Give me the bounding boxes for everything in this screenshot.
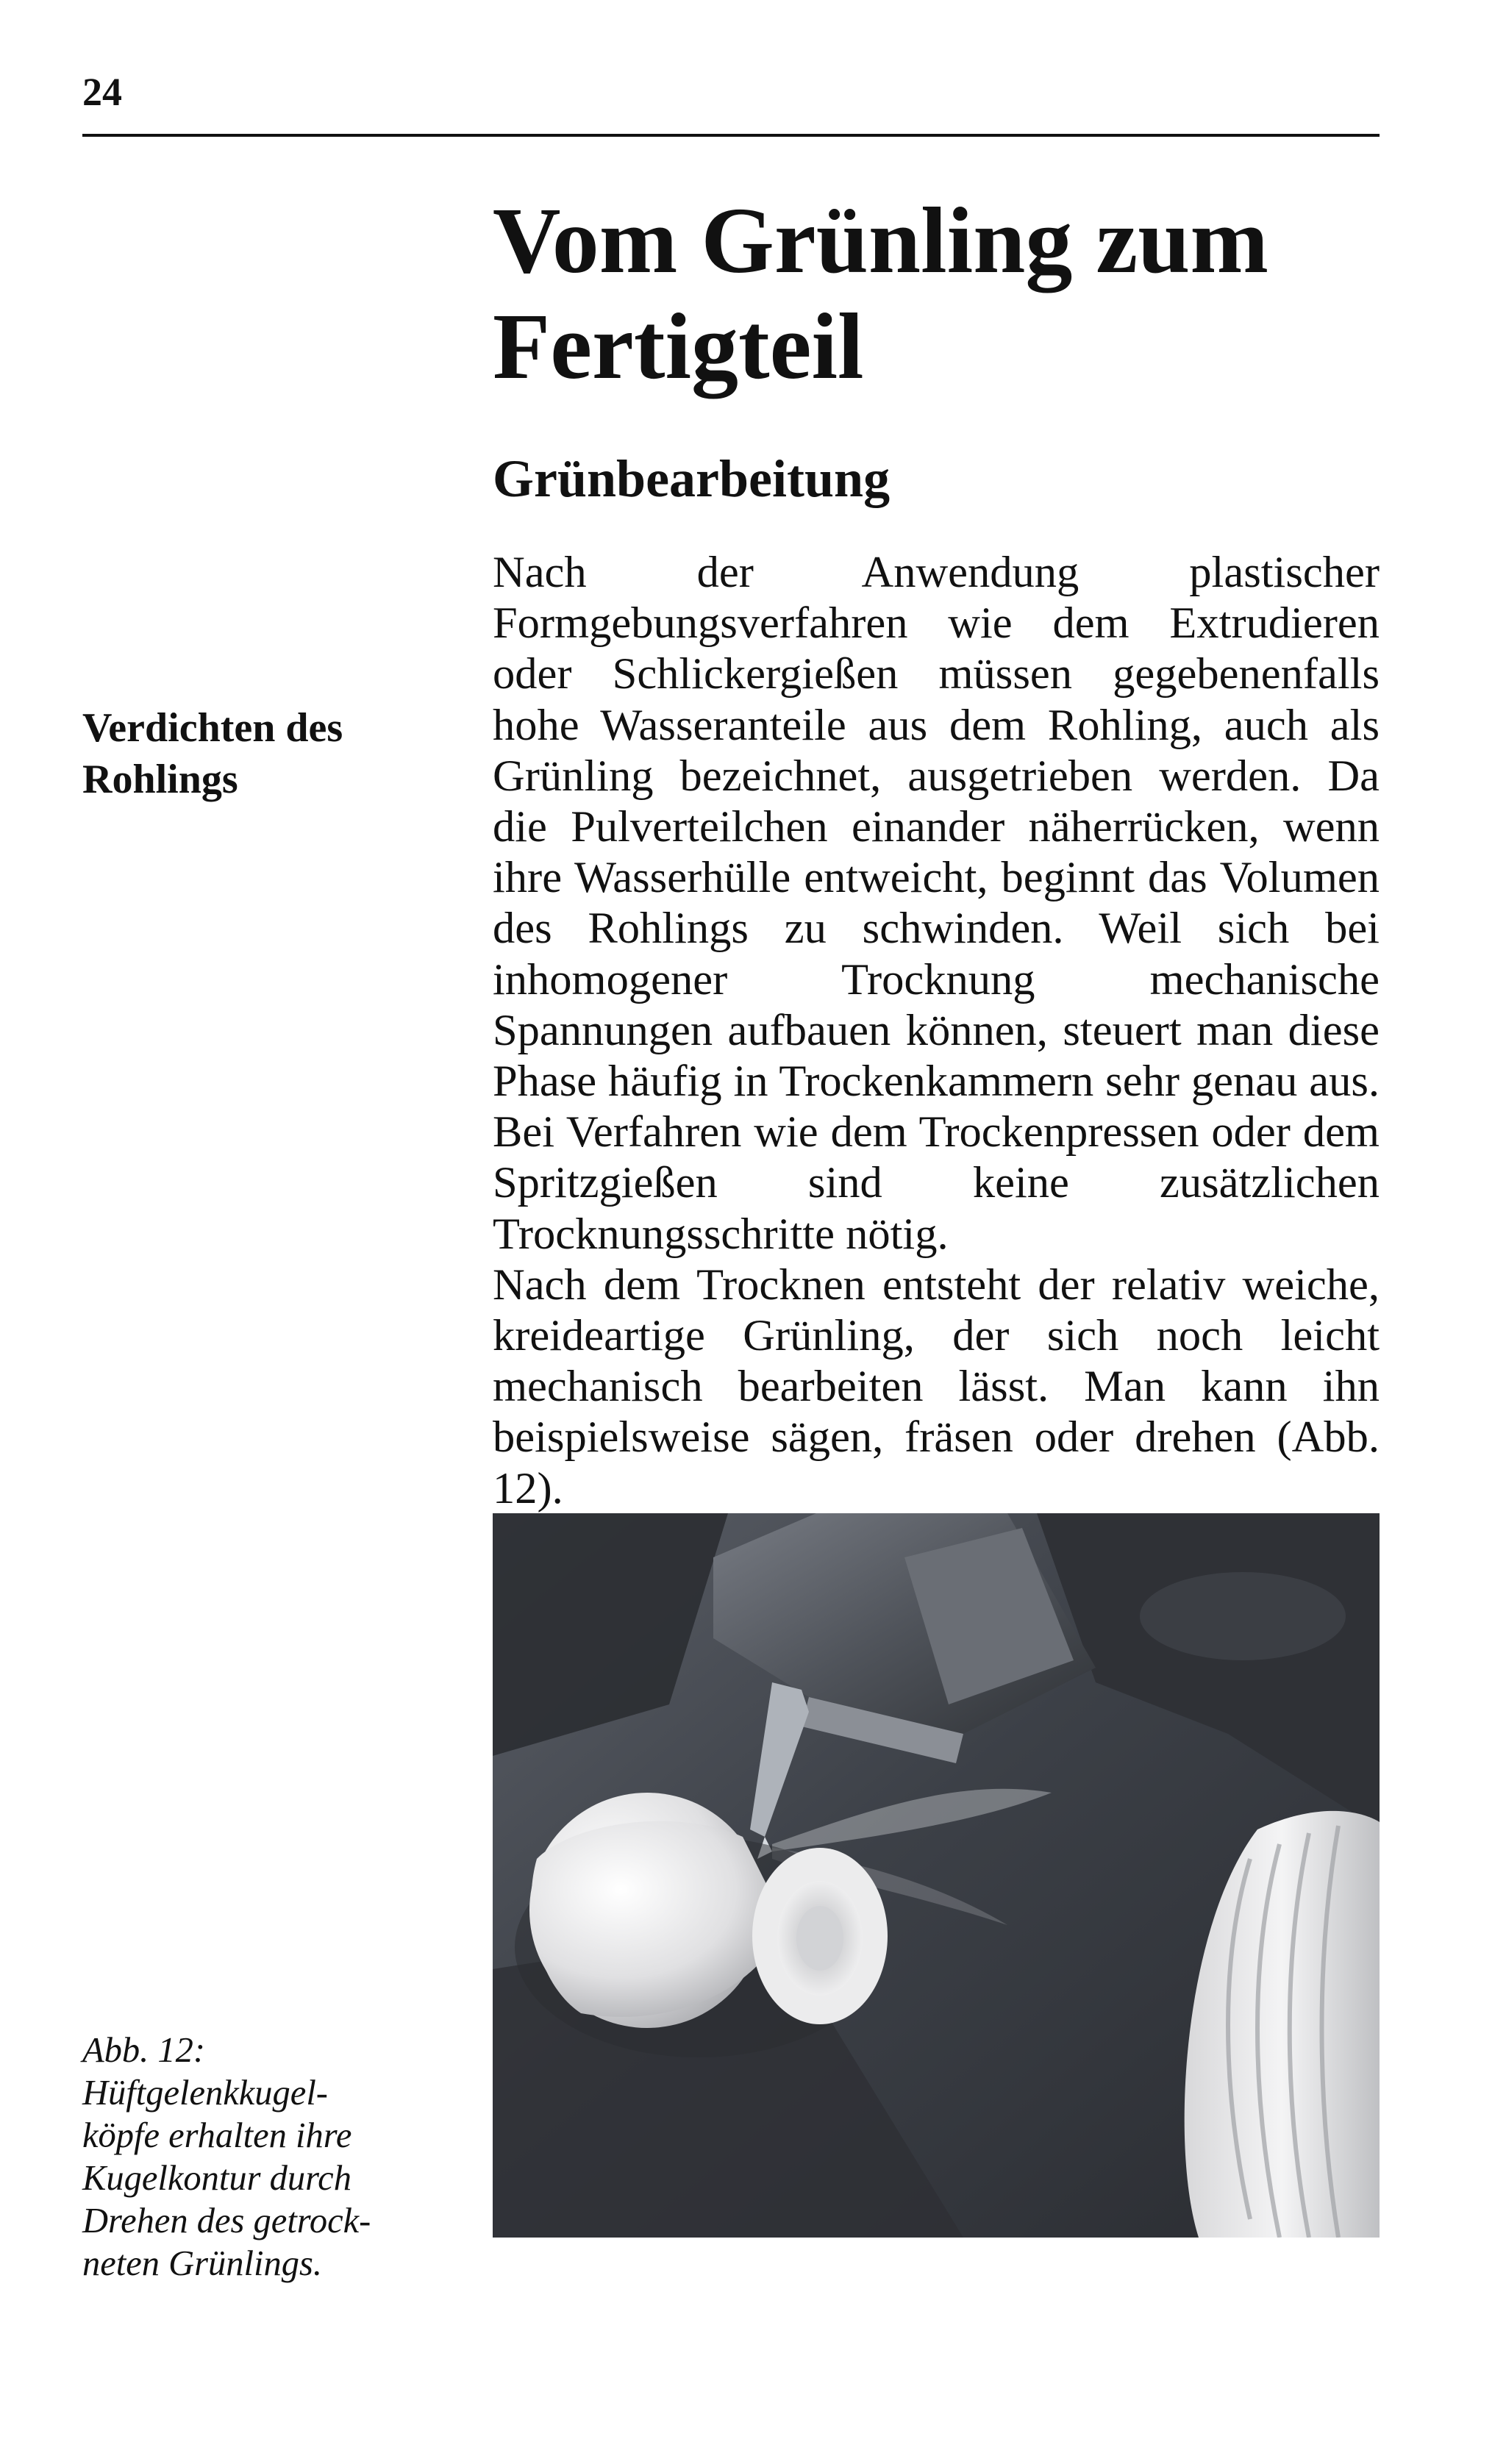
body-text [493, 547, 1380, 1514]
body-paragraph: Nach der Anwendung plastischer Formgebungsverfahren wie dem Extrudieren oder Schlickergießen müssen gegebenenfalls hohe Wasseranteile aus dem Rohling, auch als Grünling bezeichnet, ausgetrieben werden. Da die Pulverteilchen einander näherrücken, wenn ihre Wasserhülle entweicht, beginnt das Volumen des Rohlings zu schwinden. Weil sich bei inhomogener Trocknung mechanische Spannungen aufbauen können, steuert man diese Phase häufig in Trockenkammern sehr genau aus. Bei Verfahren wie dem Trockenpressen oder dem Spritzgießen sind keine zusätzlichen Trocknungsschritte nötig. [493, 548, 1380, 1259]
body-paragraph: Nach dem Trocknen entsteht der relativ weiche, kreideartige Grünling, der sich noch leicht mechanisch bearbeiten lässt. Man kann ihn beispielsweise sägen, fräsen oder drehen (Abb. 12). [493, 1260, 1380, 1513]
figure-caption [82, 2029, 421, 2285]
caption-line: Kugelkontur durch [82, 2159, 351, 2198]
caption-line: Drehen des getrock- [82, 2201, 371, 2240]
caption-line: Hüftgelenkkugel- [82, 2074, 328, 2113]
section-heading: Grünbearbeitung [493, 449, 891, 508]
marginal-note-line: Verdichten des [82, 705, 343, 751]
marginal-note-line: Rohlings [82, 757, 238, 802]
caption-line: köpfe erhalten ihre [82, 2116, 352, 2155]
figure-photo-ceramic-turning [493, 1513, 1380, 2238]
chapter-title [493, 188, 1380, 399]
chapter-title-line: Vom Grünling zum [493, 188, 1268, 293]
page-number: 24 [82, 70, 122, 114]
caption-line: Abb. 12: [82, 2031, 206, 2070]
header-rule [82, 134, 1380, 137]
caption-line: neten Grünlings. [82, 2244, 323, 2283]
marginal-note [82, 702, 435, 805]
chapter-title-line: Fertigteil [493, 294, 864, 399]
